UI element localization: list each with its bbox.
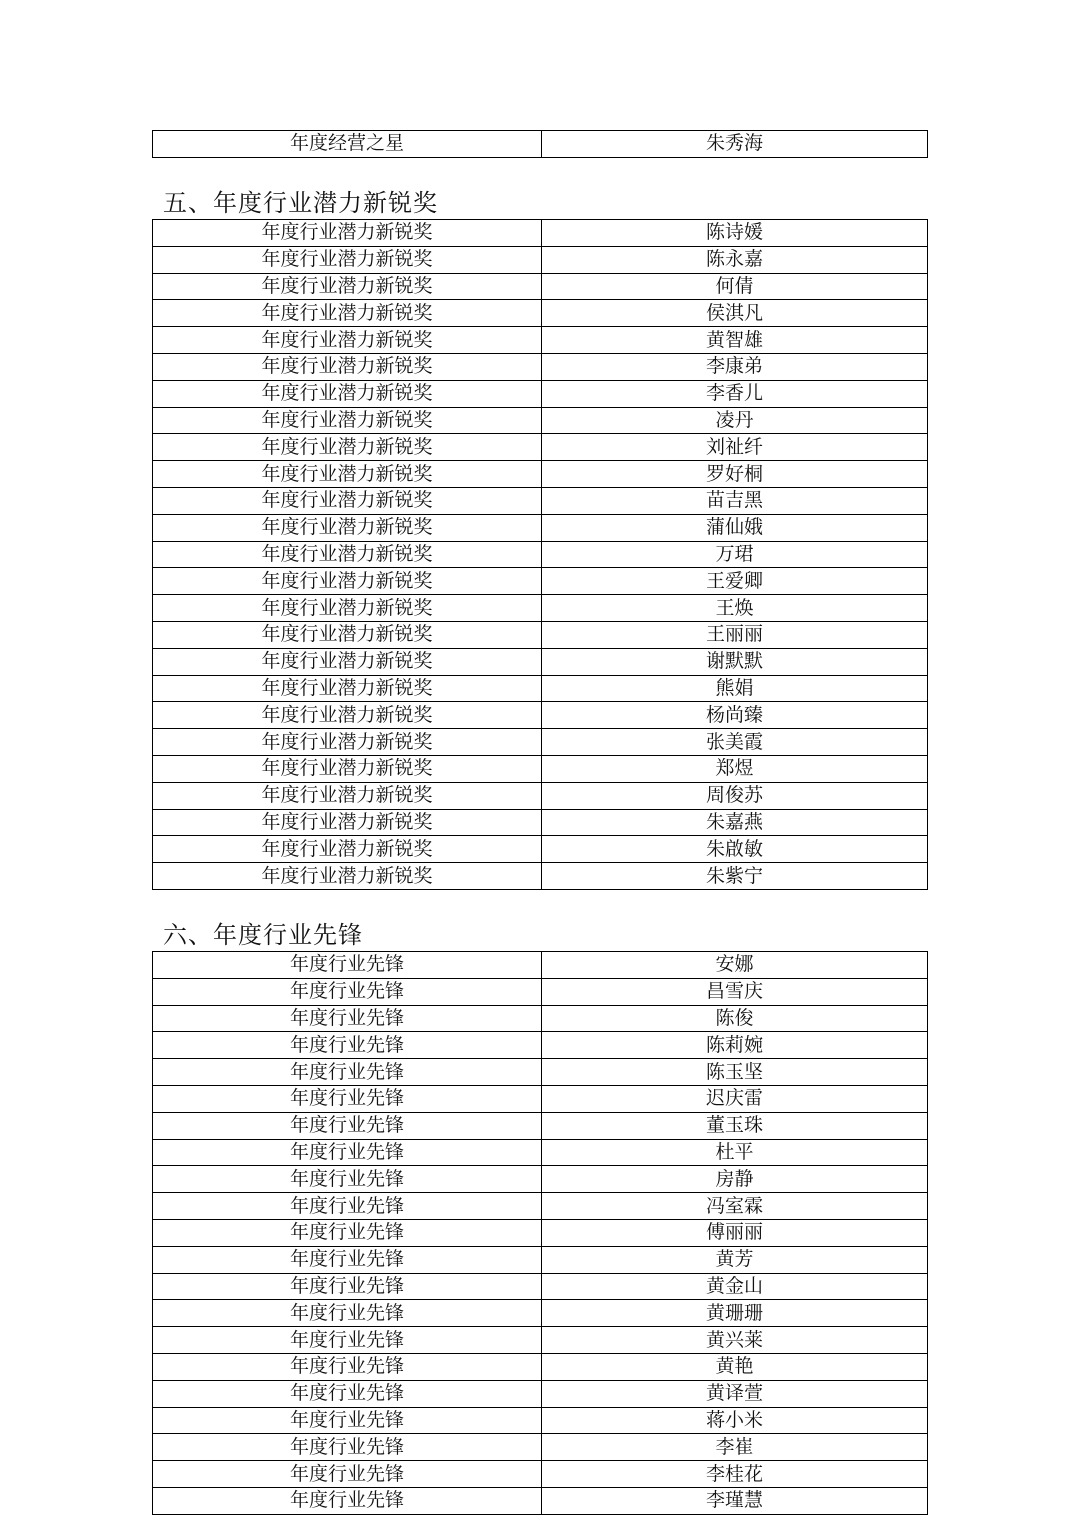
award-name-cell: 年度行业潜力新锐奖 bbox=[153, 702, 542, 729]
winner-name-cell: 黄艳 bbox=[542, 1353, 928, 1380]
winner-name-cell: 朱嘉燕 bbox=[542, 809, 928, 836]
winner-name-cell: 李香儿 bbox=[542, 380, 928, 407]
table-row bbox=[153, 380, 928, 407]
award-name-cell: 年度行业潜力新锐奖 bbox=[153, 809, 542, 836]
table-row bbox=[153, 1085, 928, 1112]
table-row bbox=[153, 836, 928, 863]
winner-name-cell: 熊娟 bbox=[542, 675, 928, 702]
winner-name-cell: 杨尚臻 bbox=[542, 702, 928, 729]
table-row bbox=[153, 675, 928, 702]
award-name-cell: 年度行业潜力新锐奖 bbox=[153, 353, 542, 380]
award-name-cell: 年度行业潜力新锐奖 bbox=[153, 541, 542, 568]
table-row bbox=[153, 952, 928, 979]
award-table-industry-pioneer bbox=[152, 951, 928, 1515]
winner-name-cell: 蒲仙娥 bbox=[542, 514, 928, 541]
table-row bbox=[153, 1353, 928, 1380]
winner-name-cell: 蒋小米 bbox=[542, 1407, 928, 1434]
table-row bbox=[153, 327, 928, 354]
winner-name-cell: 李崔 bbox=[542, 1434, 928, 1461]
award-name-cell: 年度行业先锋 bbox=[153, 1487, 542, 1514]
winner-name-cell: 郑煜 bbox=[542, 755, 928, 782]
winner-name-cell: 李康弟 bbox=[542, 353, 928, 380]
table-row bbox=[153, 1300, 928, 1327]
table-row bbox=[153, 246, 928, 273]
table-row bbox=[153, 621, 928, 648]
award-name-cell: 年度行业潜力新锐奖 bbox=[153, 327, 542, 354]
table-row bbox=[153, 1407, 928, 1434]
table-row bbox=[153, 729, 928, 756]
award-name-cell: 年度行业先锋 bbox=[153, 1219, 542, 1246]
award-table-business-star bbox=[152, 130, 928, 158]
winner-name-cell: 黄芳 bbox=[542, 1246, 928, 1273]
award-name-cell: 年度行业先锋 bbox=[153, 1246, 542, 1273]
winner-name-cell: 谢默默 bbox=[542, 648, 928, 675]
table-row bbox=[153, 595, 928, 622]
table-row bbox=[153, 809, 928, 836]
winner-name-cell: 张美霞 bbox=[542, 729, 928, 756]
winner-name-cell: 凌丹 bbox=[542, 407, 928, 434]
award-name-cell: 年度行业先锋 bbox=[153, 1273, 542, 1300]
award-name-cell: 年度行业潜力新锐奖 bbox=[153, 434, 542, 461]
award-name-cell: 年度行业潜力新锐奖 bbox=[153, 568, 542, 595]
winner-name-cell: 侯淇凡 bbox=[542, 300, 928, 327]
winner-name-cell: 李桂花 bbox=[542, 1461, 928, 1488]
winner-name-cell: 黄金山 bbox=[542, 1273, 928, 1300]
award-name-cell: 年度行业先锋 bbox=[153, 1005, 542, 1032]
table-row bbox=[153, 1327, 928, 1354]
table-row bbox=[153, 1139, 928, 1166]
award-name-cell: 年度行业先锋 bbox=[153, 952, 542, 979]
winner-name-cell: 朱啟敏 bbox=[542, 836, 928, 863]
section-title-potential-newcomer: 五、年度行业潜力新锐奖 bbox=[163, 189, 438, 217]
award-name-cell: 年度行业先锋 bbox=[153, 1380, 542, 1407]
award-name-cell: 年度行业潜力新锐奖 bbox=[153, 863, 542, 890]
winner-name-cell: 黄兴莱 bbox=[542, 1327, 928, 1354]
winner-name-cell: 陈莉婉 bbox=[542, 1032, 928, 1059]
table-row bbox=[153, 1112, 928, 1139]
table-row bbox=[153, 1193, 928, 1220]
winner-name-cell: 罗好桐 bbox=[542, 461, 928, 488]
table-row bbox=[153, 487, 928, 514]
award-name-cell: 年度行业先锋 bbox=[153, 1300, 542, 1327]
award-name-cell: 年度行业先锋 bbox=[153, 978, 542, 1005]
award-name-cell: 年度行业潜力新锐奖 bbox=[153, 595, 542, 622]
award-name-cell: 年度行业潜力新锐奖 bbox=[153, 782, 542, 809]
table-row bbox=[153, 1246, 928, 1273]
award-name-cell: 年度行业潜力新锐奖 bbox=[153, 220, 542, 247]
award-name-cell: 年度行业先锋 bbox=[153, 1461, 542, 1488]
table-row bbox=[153, 1380, 928, 1407]
winner-name-cell: 黄智雄 bbox=[542, 327, 928, 354]
table-row bbox=[153, 1487, 928, 1514]
table-row bbox=[153, 1032, 928, 1059]
award-name-cell: 年度行业先锋 bbox=[153, 1407, 542, 1434]
award-name-cell: 年度行业潜力新锐奖 bbox=[153, 621, 542, 648]
winner-name-cell: 陈永嘉 bbox=[542, 246, 928, 273]
section-title-industry-pioneer: 六、年度行业先锋 bbox=[163, 921, 363, 949]
award-name-cell: 年度行业先锋 bbox=[153, 1085, 542, 1112]
winner-name-cell: 万珺 bbox=[542, 541, 928, 568]
winner-name-cell: 王丽丽 bbox=[542, 621, 928, 648]
award-name-cell: 年度行业先锋 bbox=[153, 1139, 542, 1166]
winner-name-cell: 周俊苏 bbox=[542, 782, 928, 809]
award-name-cell: 年度行业潜力新锐奖 bbox=[153, 487, 542, 514]
table-row bbox=[153, 1461, 928, 1488]
winner-name-cell: 黄珊珊 bbox=[542, 1300, 928, 1327]
table-row bbox=[153, 353, 928, 380]
winner-name-cell: 王焕 bbox=[542, 595, 928, 622]
winner-name-cell: 朱秀海 bbox=[542, 131, 928, 158]
winner-name-cell: 陈俊 bbox=[542, 1005, 928, 1032]
award-name-cell: 年度行业先锋 bbox=[153, 1166, 542, 1193]
award-name-cell: 年度行业先锋 bbox=[153, 1434, 542, 1461]
table-row bbox=[153, 648, 928, 675]
award-name-cell: 年度行业先锋 bbox=[153, 1032, 542, 1059]
table-row bbox=[153, 1273, 928, 1300]
table-row bbox=[153, 220, 928, 247]
winner-name-cell: 董玉珠 bbox=[542, 1112, 928, 1139]
winner-name-cell: 朱紫宁 bbox=[542, 863, 928, 890]
winner-name-cell: 李瑾慧 bbox=[542, 1487, 928, 1514]
winner-name-cell: 陈诗媛 bbox=[542, 220, 928, 247]
table-row bbox=[153, 461, 928, 488]
winner-name-cell: 迟庆雷 bbox=[542, 1085, 928, 1112]
winner-name-cell: 傅丽丽 bbox=[542, 1219, 928, 1246]
award-name-cell: 年度行业潜力新锐奖 bbox=[153, 836, 542, 863]
winner-name-cell: 杜平 bbox=[542, 1139, 928, 1166]
award-name-cell: 年度经营之星 bbox=[153, 131, 542, 158]
award-name-cell: 年度行业潜力新锐奖 bbox=[153, 273, 542, 300]
table-row bbox=[153, 273, 928, 300]
award-name-cell: 年度行业潜力新锐奖 bbox=[153, 407, 542, 434]
award-name-cell: 年度行业潜力新锐奖 bbox=[153, 246, 542, 273]
winner-name-cell: 安娜 bbox=[542, 952, 928, 979]
award-name-cell: 年度行业潜力新锐奖 bbox=[153, 648, 542, 675]
table-row bbox=[153, 863, 928, 890]
award-name-cell: 年度行业先锋 bbox=[153, 1327, 542, 1354]
winner-name-cell: 昌雪庆 bbox=[542, 978, 928, 1005]
table-row bbox=[153, 407, 928, 434]
winner-name-cell: 苗吉黑 bbox=[542, 487, 928, 514]
table-row bbox=[153, 978, 928, 1005]
award-name-cell: 年度行业潜力新锐奖 bbox=[153, 380, 542, 407]
award-name-cell: 年度行业潜力新锐奖 bbox=[153, 514, 542, 541]
table-row bbox=[153, 1059, 928, 1086]
table-row bbox=[153, 568, 928, 595]
table-row bbox=[153, 1434, 928, 1461]
winner-name-cell: 房静 bbox=[542, 1166, 928, 1193]
award-name-cell: 年度行业先锋 bbox=[153, 1193, 542, 1220]
table-row bbox=[153, 434, 928, 461]
award-name-cell: 年度行业先锋 bbox=[153, 1112, 542, 1139]
table-row bbox=[153, 1166, 928, 1193]
award-name-cell: 年度行业先锋 bbox=[153, 1353, 542, 1380]
winner-name-cell: 王爱卿 bbox=[542, 568, 928, 595]
table-row bbox=[153, 1219, 928, 1246]
award-name-cell: 年度行业先锋 bbox=[153, 1059, 542, 1086]
table-row bbox=[153, 782, 928, 809]
winner-name-cell: 陈玉坚 bbox=[542, 1059, 928, 1086]
award-table-potential-newcomer bbox=[152, 219, 928, 890]
award-name-cell: 年度行业潜力新锐奖 bbox=[153, 300, 542, 327]
winner-name-cell: 何倩 bbox=[542, 273, 928, 300]
table-row bbox=[153, 702, 928, 729]
winner-name-cell: 黄译萱 bbox=[542, 1380, 928, 1407]
table-row bbox=[153, 131, 928, 158]
award-name-cell: 年度行业潜力新锐奖 bbox=[153, 729, 542, 756]
award-name-cell: 年度行业潜力新锐奖 bbox=[153, 675, 542, 702]
table-row bbox=[153, 755, 928, 782]
table-row bbox=[153, 300, 928, 327]
table-row bbox=[153, 514, 928, 541]
award-name-cell: 年度行业潜力新锐奖 bbox=[153, 755, 542, 782]
winner-name-cell: 冯室霖 bbox=[542, 1193, 928, 1220]
table-row bbox=[153, 541, 928, 568]
award-name-cell: 年度行业潜力新锐奖 bbox=[153, 461, 542, 488]
winner-name-cell: 刘祉纤 bbox=[542, 434, 928, 461]
table-row bbox=[153, 1005, 928, 1032]
